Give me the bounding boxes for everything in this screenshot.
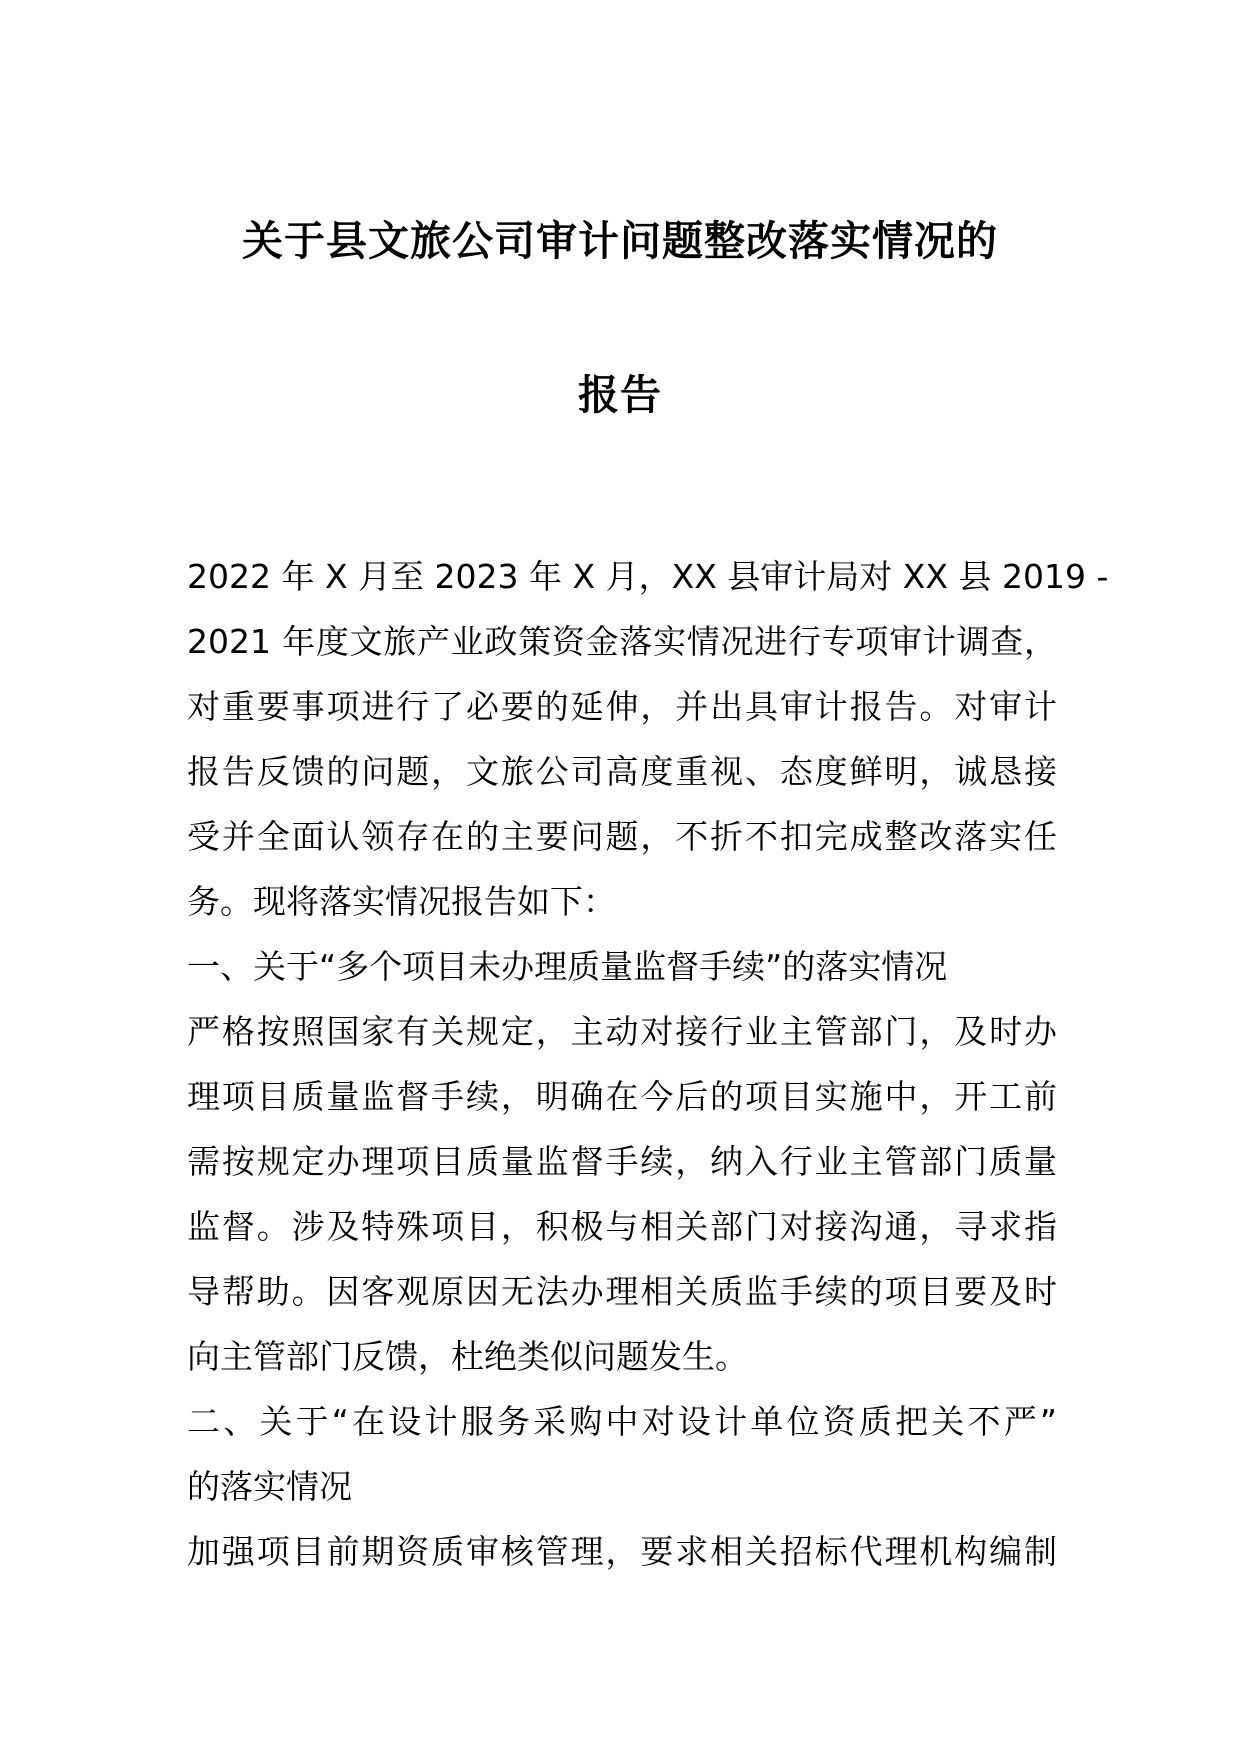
body-text-line: 报告反馈的问题，文旅公司高度重视、态度鲜明，诚恳接 — [187, 752, 1057, 791]
body-text-line: 监督。涉及特殊项目，积极与相关部门对接沟通，寻求指 — [187, 1207, 1057, 1246]
body-text-line: 加强项目前期资质审核管理，要求相关招标代理机构编制 — [187, 1532, 1057, 1571]
document-title-line-2: 报告 — [578, 371, 662, 419]
body-text-line: 向主管部门反馈，杜绝类似问题发生。 — [187, 1337, 748, 1376]
body-text-line: 2021 年度文旅产业政策资金落实情况进行专项审计调查， — [187, 622, 1057, 661]
body-text-line: 的落实情况 — [187, 1467, 352, 1506]
body-text-line: 二、关于“在设计服务采购中对设计单位资质把关不严” — [187, 1402, 1057, 1441]
body-text-line: 一、关于“多个项目未办理质量监督手续”的落实情况 — [187, 947, 948, 986]
body-text-line: 2022 年 X 月至 2023 年 X 月，XX 县审计局对 XX 县 2019 - — [187, 557, 1109, 596]
body-text-line: 导帮助。因客观原因无法办理相关质监手续的项目要及时 — [187, 1272, 1057, 1311]
document-title-line-1: 关于县文旅公司审计问题整改落实情况的 — [242, 217, 998, 265]
document-body — [187, 544, 1109, 1584]
body-text-line: 受并全面认领存在的主要问题，不折不扣完成整改落实任 — [187, 817, 1057, 856]
body-text-line: 理项目质量监督手续，明确在今后的项目实施中，开工前 — [187, 1077, 1057, 1116]
body-text-line: 严格按照国家有关规定，主动对接行业主管部门，及时办 — [187, 1012, 1057, 1051]
body-text-line: 需按规定办理项目质量监督手续，纳入行业主管部门质量 — [187, 1142, 1057, 1181]
body-text-line: 务。现将落实情况报告如下： — [187, 882, 616, 921]
body-text-line: 对重要事项进行了必要的延伸，并出具审计报告。对审计 — [187, 687, 1057, 726]
